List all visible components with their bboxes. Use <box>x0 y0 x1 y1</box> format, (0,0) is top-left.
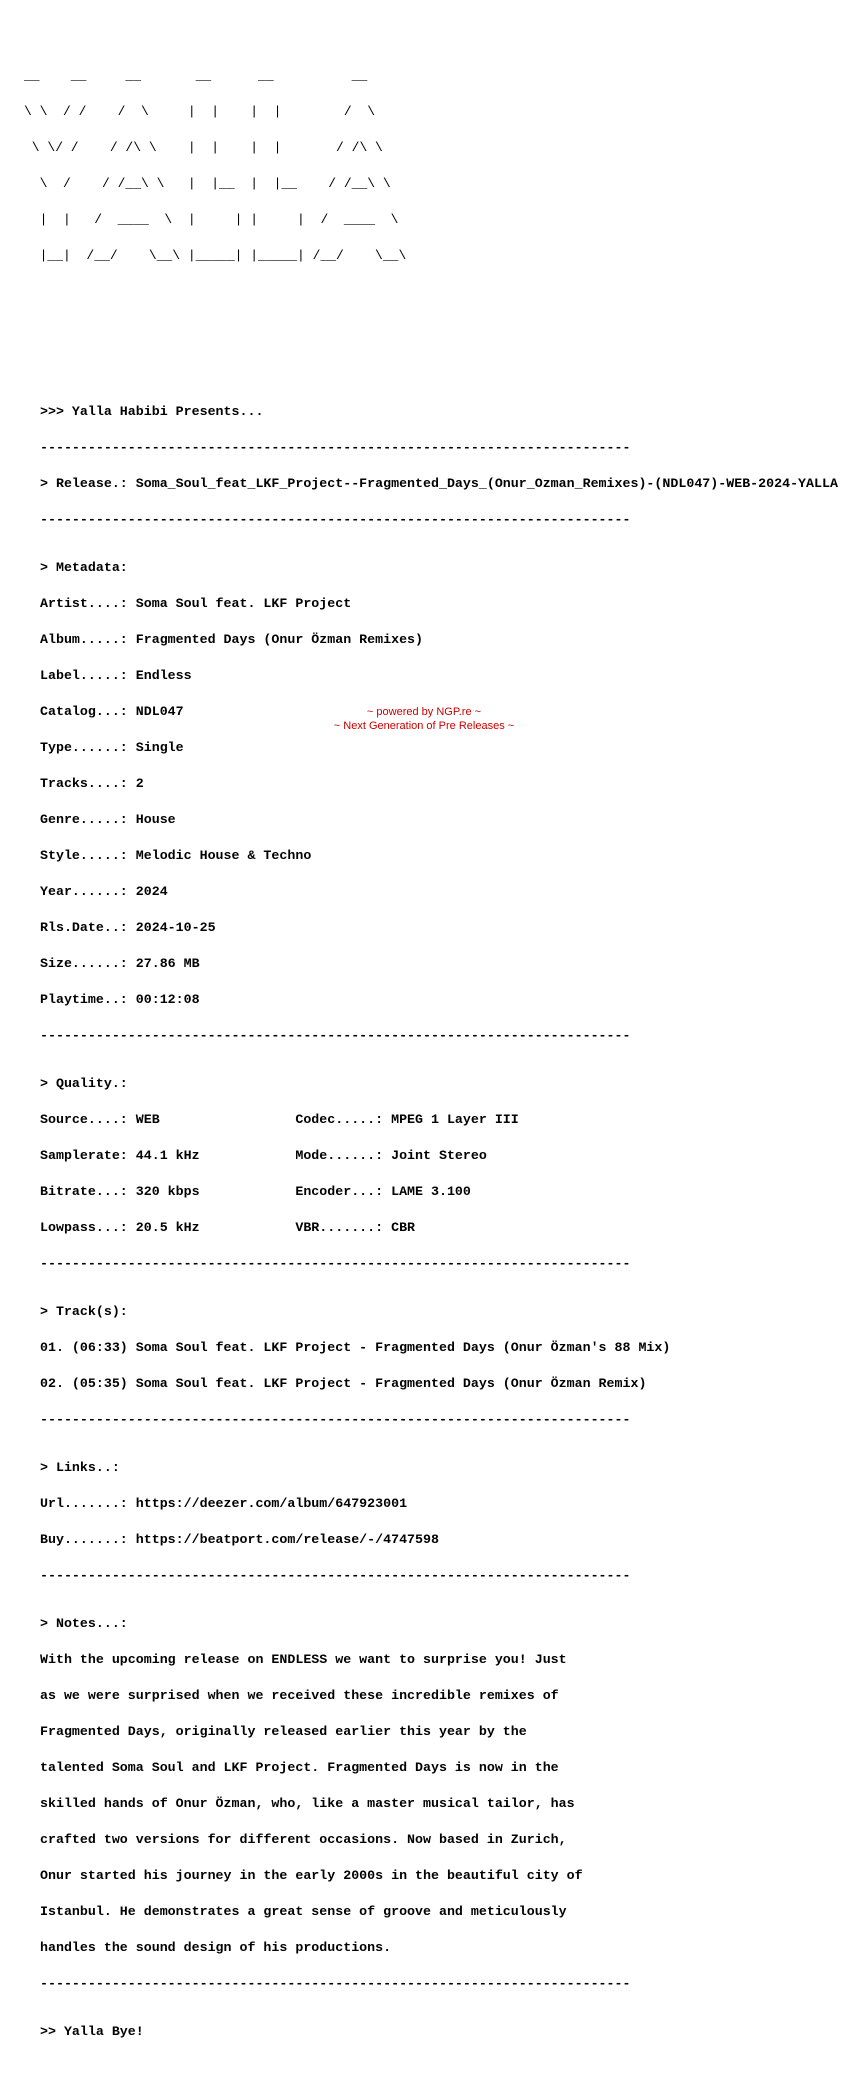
quality-row: Bitrate...: 320 kbps Encoder...: LAME 3.100 <box>40 1184 471 1199</box>
quality-row: Source....: WEB Codec.....: MPEG 1 Layer III <box>40 1112 519 1127</box>
logo-line: \ / / /__\ \ | |__ | |__ / /__\ \ <box>24 176 391 191</box>
notes-line: skilled hands of Onur Özman, who, like a master musical tailor, has <box>40 1796 575 1811</box>
notes-line: Istanbul. He demonstrates a great sense of groove and meticulously <box>40 1904 567 1919</box>
outro-text: >> Yalla Bye! <box>40 2024 144 2039</box>
quality-row: Samplerate: 44.1 kHz Mode......: Joint Stereo <box>40 1148 487 1163</box>
link-buy: Buy.......: https://beatport.com/release/-/4747598 <box>40 1532 439 1547</box>
notes-line: as we were surprised when we received these incredible remixes of <box>40 1688 559 1703</box>
yalla-ascii-logo <box>24 46 838 286</box>
track-item: 02. (05:35) Soma Soul feat. LKF Project - Fragmented Days (Onur Özman Remix) <box>40 1376 647 1391</box>
separator: -------------------------------------------------------------------------- <box>40 1568 631 1583</box>
metadata-catalog: Catalog...: NDL047 <box>40 704 184 719</box>
separator: -------------------------------------------------------------------------- <box>40 1976 631 1991</box>
separator: -------------------------------------------------------------------------- <box>40 1412 631 1427</box>
logo-line: __ __ __ __ __ __ <box>24 68 368 83</box>
metadata-artist: Artist....: Soma Soul feat. LKF Project <box>40 596 352 611</box>
metadata-genre: Genre.....: House <box>40 812 176 827</box>
footer-tagline: ~ Next Generation of Pre Releases ~ <box>333 720 515 732</box>
link-url: Url.......: https://deezer.com/album/647923001 <box>40 1496 408 1511</box>
metadata-playtime: Playtime..: 00:12:08 <box>40 992 200 1007</box>
links-header: > Links..: <box>40 1460 120 1475</box>
notes-line: talented Soma Soul and LKF Project. Fragmented Days is now in the <box>40 1760 559 1775</box>
separator: -------------------------------------------------------------------------- <box>40 1256 631 1271</box>
quality-header: > Quality.: <box>40 1076 128 1091</box>
release-line: > Release.: Soma_Soul_feat_LKF_Project--Fragmented_Days_(Onur_Ozman_Remixes)-(NDL047)-WEB-2024-YALLA <box>40 476 838 491</box>
notes-line: With the upcoming release on ENDLESS we want to surprise you! Just <box>40 1652 567 1667</box>
metadata-size: Size......: 27.86 MB <box>40 956 200 971</box>
notes-line: Onur started his journey in the early 2000s in the beautiful city of <box>40 1868 583 1883</box>
nfo-body <box>40 382 838 2062</box>
quality-row: Lowpass...: 20.5 kHz VBR.......: CBR <box>40 1220 416 1235</box>
metadata-header: > Metadata: <box>40 560 128 575</box>
separator: -------------------------------------------------------------------------- <box>40 440 631 455</box>
nfo-document <box>24 22 838 2074</box>
separator: -------------------------------------------------------------------------- <box>40 1028 631 1043</box>
track-item: 01. (06:33) Soma Soul feat. LKF Project - Fragmented Days (Onur Özman's 88 Mix) <box>40 1340 671 1355</box>
metadata-type: Type......: Single <box>40 740 184 755</box>
logo-line: \ \ / / / \ | | | | / \ <box>24 104 376 119</box>
separator: -------------------------------------------------------------------------- <box>40 512 631 527</box>
notes-header: > Notes...: <box>40 1616 128 1631</box>
tracks-header: > Track(s): <box>40 1304 128 1319</box>
intro-text: >>> Yalla Habibi Presents... <box>40 404 264 419</box>
metadata-year: Year......: 2024 <box>40 884 168 899</box>
metadata-rls-date: Rls.Date..: 2024-10-25 <box>40 920 216 935</box>
notes-line: crafted two versions for different occasions. Now based in Zurich, <box>40 1832 567 1847</box>
footer-powered-by: ~ powered by NGP.re ~ <box>366 706 482 718</box>
notes-line: handles the sound design of his productions. <box>40 1940 392 1955</box>
metadata-album: Album.....: Fragmented Days (Onur Özman Remixes) <box>40 632 424 647</box>
logo-line: |__| /__/ \__\ |_____| |_____| /__/ \__\ <box>24 248 407 263</box>
notes-line: Fragmented Days, originally released earlier this year by the <box>40 1724 527 1739</box>
metadata-style: Style.....: Melodic House & Techno <box>40 848 312 863</box>
logo-line: | | / ____ \ | | | | / ____ \ <box>24 212 399 227</box>
metadata-label: Label.....: Endless <box>40 668 192 683</box>
metadata-tracks: Tracks....: 2 <box>40 776 144 791</box>
logo-line: \ \/ / / /\ \ | | | | / /\ \ <box>24 140 383 155</box>
